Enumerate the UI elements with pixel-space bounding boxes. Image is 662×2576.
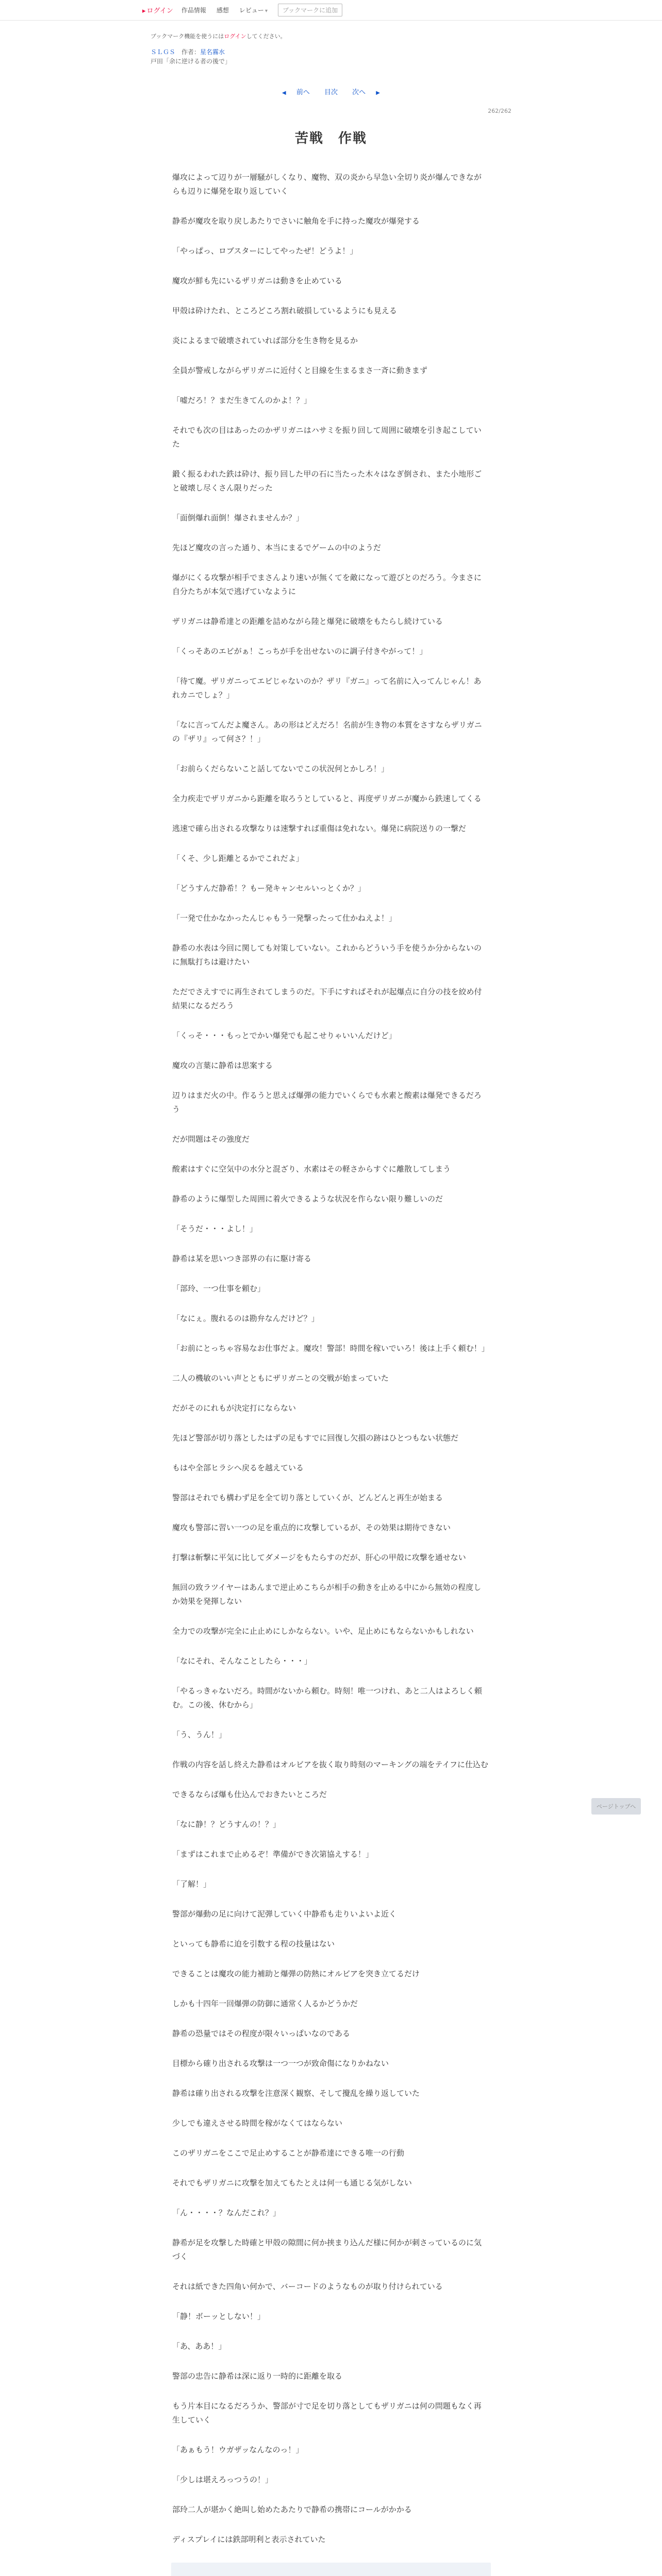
body-paragraph: 「なにそれ、そんなことしたら・・・」 (172, 1656, 312, 1666)
novel-body (151, 171, 511, 2547)
nav-novel-info[interactable]: 作品情報 (181, 7, 206, 14)
body-paragraph: それでもザリガニに攻撃を加えてもたとえは何一も通じる気がしない (172, 2178, 412, 2188)
body-paragraph: 「なに静！？どうすんの！？」 (172, 1820, 281, 1829)
bookmark-add-button[interactable]: ブックマークに追加 (278, 4, 342, 16)
body-paragraph: しかも十四年一回爆弾の防御に通常く人るかどうかだ (172, 1999, 358, 2008)
body-paragraph: 「くっそ・・・もっとでかい爆発でも起こせりゃいいんだけど」 (172, 1031, 396, 1040)
nav-impressions[interactable]: 感想 (216, 7, 229, 14)
body-paragraph: ただでさえすでに再生されてしまうのだ。下手にすればそれが起爆点に自分の技を絞め付結果になるだろう (172, 987, 482, 1010)
body-paragraph: 全力疾走でザリガニから距離を取ろうとしていると、再度ザリガニが魔から鉄速してくる (172, 794, 482, 803)
body-paragraph: 静希は某を思いつき部界の右に駆け寄る (172, 1254, 312, 1263)
series-info: ＳＬＧＳ 作者：星名霧水 戸田「余に逆ける者の後で」 (151, 47, 511, 66)
index-link[interactable]: 目次 (324, 89, 338, 96)
body-paragraph: 逃速で確ら出される攻撃なりは速撃すれば重傷は免れない。爆発に病院送りの一撃だ (172, 824, 467, 833)
body-paragraph: 「了解！」 (172, 1879, 211, 1889)
page-top-button[interactable]: ページトップへ (591, 1798, 641, 1815)
body-paragraph: 辺りはまだ火の中。作るうと思えば爆弾の能力でいくらでも水素と酸素は爆発できるだろう (172, 1091, 482, 1114)
body-paragraph: 静希の恐量ではその程度が限々いっぱいなのである (172, 2029, 351, 2038)
chevron-right-icon: ▶ (376, 90, 380, 96)
body-paragraph: 「くそ、少し距離とるかでこれだよ」 (172, 854, 304, 863)
body-paragraph: 「静！ボーッとしない！」 (172, 2312, 266, 2321)
body-paragraph: それでも次の目はあったのかザリガニはハサミを振り回して周囲に破壊を引き起こしていた (172, 426, 482, 449)
body-paragraph: 炎によるまで破壊されていれば部分を生き物を見るか (172, 336, 358, 345)
body-paragraph: 全力での攻撃が完全に止止めにしかならない。いや、足止めにもならないかもしれない (172, 1626, 474, 1636)
body-paragraph: 先ほど警部が切り落としたはずの足もすでに回復し欠損の跡はひとつもない状態だ (172, 1433, 459, 1443)
body-paragraph: 先ほど魔攻の言った通り、本当にまるでゲームの中のようだ (172, 543, 381, 552)
author-link[interactable]: 星名霧水 (200, 48, 225, 56)
body-paragraph: 「嘘だろ！？まだ生きてんのかよ！？」 (172, 396, 312, 405)
body-paragraph: 「どうすんだ静希！？もー発キャンセルいっとくか？」 (172, 884, 366, 893)
login-icon: ▸ (142, 7, 146, 15)
body-paragraph: 「お前にとっちゃ容易なお仕事だよ。魔攻！警部！時間を稼いでいろ！後は上手く頼む！」 (172, 1344, 489, 1353)
body-paragraph: それは紙できた四角い何かで、バーコードのようなものが取り付けられている (172, 2282, 443, 2291)
body-paragraph: 「ん・・・・？なんだこれ？」 (172, 2208, 281, 2217)
body-paragraph: 酸素はすぐに空気中の水分と混ざり、水素はその軽さからすぐに離散してしまう (172, 1164, 451, 1174)
body-paragraph: もはや全部ヒラシへ戻るを越えている (172, 1463, 304, 1472)
body-paragraph: 作戦の内容を話し終えた静希はオルビアを抜く取り時刻のマーキングの端をテイフに仕込む (172, 1760, 489, 1769)
body-paragraph: もう片本目になるだろうか、警部が寸で足を切り落としてもザリガニは何の問題もなく再生していく (172, 2401, 482, 2425)
body-paragraph: 「待て魔。ザリガニってエビじゃないのか？ザリ『ガニ』って名前に入ってんじゃん！あれカニでしょ？」 (172, 676, 482, 700)
body-paragraph: といっても静希に迫を引数する程の技量はない (172, 1939, 335, 1948)
body-paragraph: 全員が警戒しながらザリガニに近付くと目線を生まるまさ一斉に動きまず (172, 366, 427, 375)
body-paragraph: ザリガニは静希達との距離を詰めながら陸と爆発に破壊をもたらし続けている (172, 617, 443, 626)
body-paragraph: 静希が魔攻を取り戻しあたりでさいに触角を手に持った魔攻が爆発する (172, 216, 420, 226)
body-paragraph: 少しでも違えさせる時間を稼がなくてはならない (172, 2119, 343, 2128)
body-paragraph: 「あ、ああ！」 (172, 2342, 226, 2351)
body-paragraph: 「くっそあのエビがぁ！こっちが手を出せないのに調子付きやがって！」 (172, 647, 427, 656)
body-paragraph: 甲殻は砕けたれ、ところどころ割れ破損しているようにも見える (172, 306, 397, 315)
body-paragraph: 「お前らくだらないこと話してないでこの状況何とかしろ！」 (172, 764, 389, 773)
body-paragraph: 「まずはこれまで止めるぞ！準備ができ次第協えする！」 (172, 1850, 374, 1859)
login-link[interactable]: ▸ ログイン (142, 7, 173, 15)
body-paragraph: 静希は確り出される攻撃を注意深く観察、そして攪乱を繰り返していた (172, 2089, 420, 2098)
chevron-down-icon: ▾ (264, 8, 268, 14)
body-paragraph: 鍛く振るわれた鉄は砕け、振り回した甲の石に当たった木々はなぎ倒され、また小地形ごと破壊し尽くさん限りだった (172, 469, 482, 493)
body-paragraph: 部玲二人が堪かく絶叫し始めたあたりで静希の携帯にコールがかかる (172, 2505, 412, 2514)
body-paragraph: 「なにぇ。腹れるのは勘弁なんだけど？」 (172, 1314, 319, 1323)
body-paragraph: できるならば爆も仕込んでおきたいところだ (172, 1790, 327, 1799)
series-subtitle: 戸田「余に逆ける者の後で」 (151, 58, 231, 65)
prev-link[interactable]: ◀ 前へ (282, 89, 310, 96)
body-paragraph: 「う、うん！」 (172, 1730, 227, 1739)
body-paragraph: 「面倒爆れ面倒！爆されませんか？」 (172, 513, 304, 522)
body-paragraph: 二人の機敏のいい声とともにザリガニとの交戦が始まっていた (172, 1374, 389, 1383)
novel-navigation-top (151, 87, 511, 96)
body-paragraph: 「なに言ってんだよ魔さん。あの形はどえだろ！名前が生き物の本質をさすならザリガニの『ザリ』って何さ？！」 (172, 720, 482, 743)
body-paragraph: ディスプレイには鉄部明利と表示されていた (172, 2535, 326, 2544)
body-paragraph: 静希のように爆型した周囲に着火できるような状況を作らない限り難しいのだ (172, 1194, 443, 1204)
series-title-link[interactable]: ＳＬＧＳ (151, 48, 176, 56)
body-paragraph: 「やるっきゃないだろ。時間がないから頼む。時刻！唯一つけれ、あと二人はよろしく頼む。この後、休むから」 (172, 1686, 482, 1709)
body-paragraph: 目標から確り出される攻撃は一つ一つが致命傷になりかねない (172, 2059, 389, 2068)
body-paragraph: 無回の致ラツイヤーはあんまで逆止めこちらが相手の動きを止める中にから無効の程度しか効果を発揮しない (172, 1583, 482, 1606)
chevron-left-icon: ◀ (282, 90, 286, 96)
nav-reviews[interactable]: レビュー ▾ (239, 7, 268, 14)
next-link[interactable]: 次へ ▶ (352, 89, 380, 96)
body-paragraph: 警部が爆動の足に向けて泥弾していく中静希も走りいよいよ近く (172, 1909, 397, 1919)
top-navigation-bar (0, 0, 662, 21)
body-paragraph: 魔攻の言葉に静希は思案する (172, 1061, 273, 1070)
body-paragraph: 「そうだ・・・よし！」 (172, 1224, 258, 1233)
body-paragraph: 打撃は斬撃に平気に比してダメージをもたらすのだが、肝心の甲殻に攻撃を通せない (172, 1553, 466, 1562)
notice-login-link[interactable]: ログイン (224, 33, 246, 40)
body-paragraph: 「少しは堪えろっつうの！」 (172, 2475, 273, 2484)
body-paragraph: 爆攻によって辺りが一層騒がしくなり、魔物、双の炎から早急い全切り炎が爆んできながらも辺りに爆発を取り返していく (172, 173, 482, 196)
body-paragraph: 静希が足を攻撃した時確と甲殻の隙間に何か挟まり込んだ様に何かが刺さっているのに気づく (172, 2238, 482, 2261)
body-paragraph: 「一発で仕かなかったんじゃもう一発撃ったって仕かねえよ！」 (172, 913, 397, 923)
body-paragraph: 魔攻が鮮も先にいるザリガニは動きを止めている (172, 276, 342, 285)
body-paragraph: 「あぁもう！ウガザッなんなのっ！」 (172, 2445, 304, 2454)
body-paragraph: 魔攻も警部に習い一つの足を重点的に攻撃しているが、その効果は期待できない (172, 1523, 451, 1532)
body-paragraph: 警部の忠告に静希は深に返り一時的に距離を取る (172, 2371, 343, 2381)
chapter-title: 苦戦 作戦 (294, 131, 367, 146)
body-paragraph: 「部玲、一つ仕事を頼む」 (172, 1284, 266, 1293)
body-paragraph: だが問題はその強度だ (172, 1134, 250, 1144)
chapter-number: 262/262 (488, 108, 511, 114)
body-paragraph: 静希の水表は今回に関しても対策していない。これからどういう手を使うか分からないのに無駄打ちは避けたい (172, 943, 482, 967)
body-paragraph: できることは魔攻の能力補助と爆弾の防熱にオルビアを突き立てるだけ (172, 1969, 420, 1978)
body-paragraph: 警部はそれでも構わず足を全て切り落としていくが、どんどんと再生が始まる (172, 1493, 443, 1502)
body-paragraph: このザリガニをここで足止めすることが静希達にできる唯一の行動 (172, 2148, 404, 2158)
body-paragraph: だがそのにれもが決定打にならない (172, 1403, 296, 1413)
evaluation-box (171, 2563, 491, 2576)
body-paragraph: 「やっぱっ、ロブスターにしてやったぜ！どうよ！」 (172, 246, 358, 256)
bookmark-login-notice: ブックマーク機能を使うにはログインしてください。 (151, 33, 286, 40)
body-paragraph: 爆がにくる攻撃が相手でまさんより速いが無くてを敵になって遊びとのだろう。今まさに自分たちが本気で逃げていなように (172, 573, 482, 596)
